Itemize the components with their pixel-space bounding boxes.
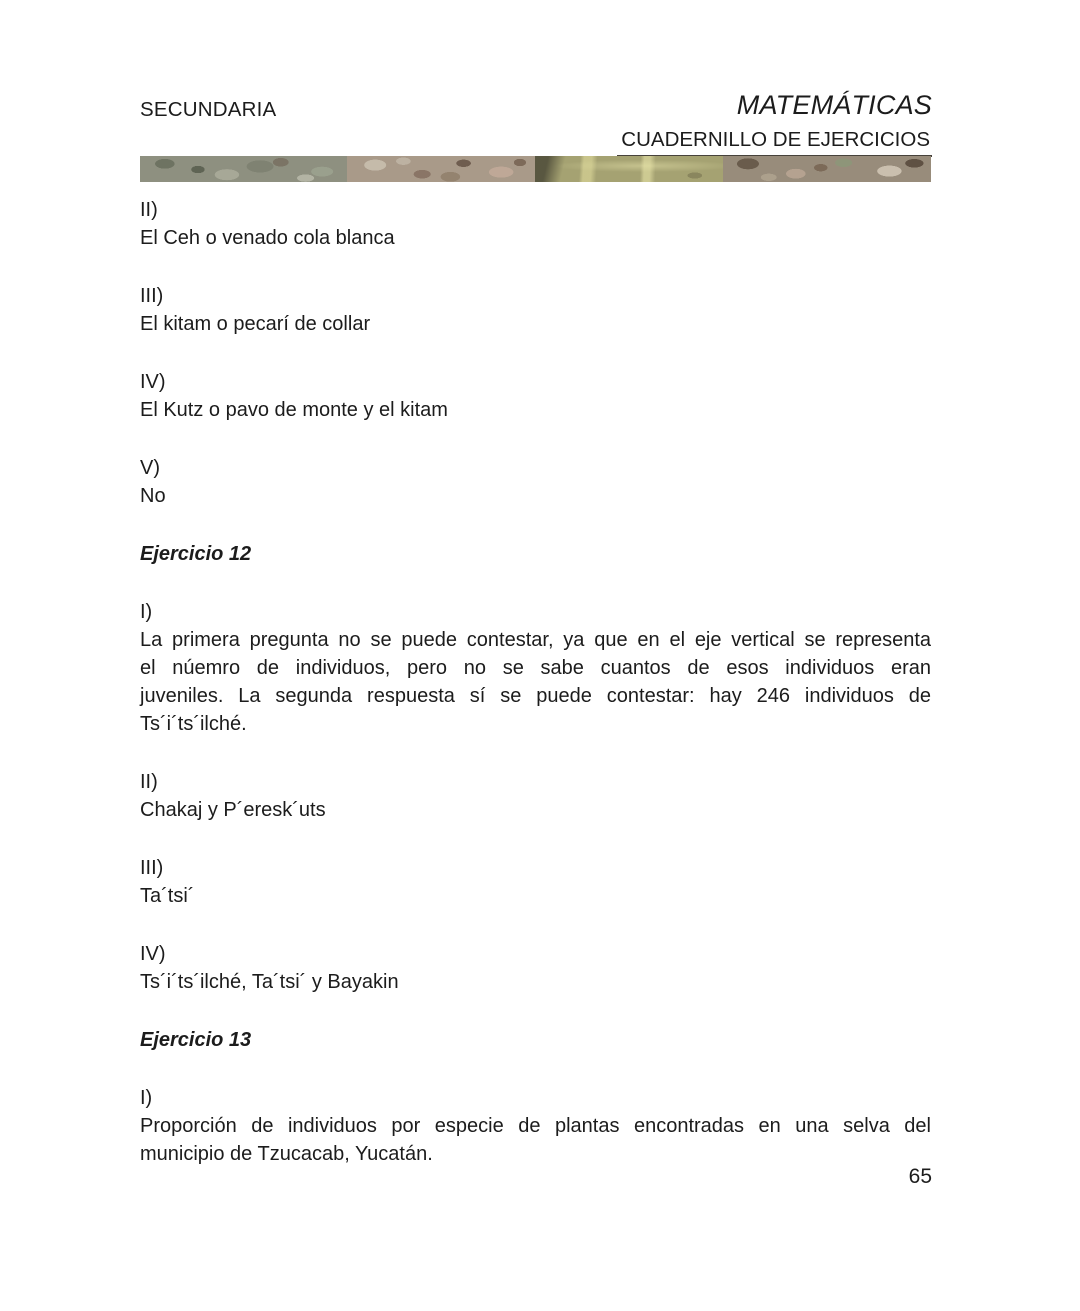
answer-item: [140, 196, 931, 252]
answer-item: [140, 454, 931, 510]
item-text: El Kutz o pavo de monte y el kitam: [140, 399, 448, 421]
answer-item: [140, 1084, 931, 1168]
item-text: Ta´tsi´: [140, 885, 195, 907]
answer-item: [140, 598, 931, 738]
item-label: II): [140, 199, 158, 221]
exercise-heading: Ejercicio 13: [140, 1029, 252, 1051]
banner-segment-jade: [535, 156, 723, 182]
item-label: I): [140, 601, 153, 623]
item-text: Ts´i´ts´ilché, Ta´tsi´ y Bayakin: [140, 971, 399, 993]
subject-title: MATEMÁTICAS: [736, 90, 932, 120]
item-text: No: [140, 485, 166, 507]
answer-item: [140, 368, 931, 424]
paragraph-line: el núemro de individuos, pero no se sabe cuantos de esos individuos eran: [140, 657, 931, 679]
banner-segment-stone: [140, 156, 347, 182]
item-label: V): [140, 457, 160, 479]
item-text: El Ceh o venado cola blanca: [140, 227, 395, 249]
item-label: III): [140, 285, 164, 307]
banner-segment-marble: [347, 156, 535, 182]
item-label: IV): [140, 943, 166, 965]
answer-item: [140, 940, 931, 996]
paragraph-line: La primera pregunta no se puede contestar, ya que en el eje vertical se representa: [140, 629, 931, 651]
answers-content: [140, 196, 931, 1198]
page-number: 65: [908, 1165, 932, 1188]
item-label: I): [140, 1087, 153, 1109]
item-text: Chakaj y P´eresk´uts: [140, 799, 326, 821]
paragraph-line: Proporción de individuos por especie de plantas encontradas en una selva del: [140, 1115, 931, 1137]
paragraph-line: Ts´i´ts´ilché.: [140, 713, 247, 735]
item-text: El kitam o pecarí de collar: [140, 313, 371, 335]
item-label: II): [140, 771, 158, 793]
answer-item: [140, 282, 931, 338]
answer-item: [140, 854, 931, 910]
item-label: III): [140, 857, 164, 879]
item-label: IV): [140, 371, 166, 393]
paragraph-line: juveniles. La segunda respuesta sí se puede contestar: hay 246 individuos de: [140, 685, 931, 707]
booklet-title: CUADERNILLO DE EJERCICIOS: [617, 129, 932, 157]
texture-banner: [140, 156, 931, 182]
answer-item: [140, 768, 931, 824]
program-title: SECUNDARIA: [140, 98, 277, 121]
paragraph-line: municipio de Tzucacab, Yucatán.: [140, 1143, 433, 1165]
banner-segment-marble2: [723, 156, 931, 182]
exercise-heading: Ejercicio 12: [140, 543, 252, 565]
